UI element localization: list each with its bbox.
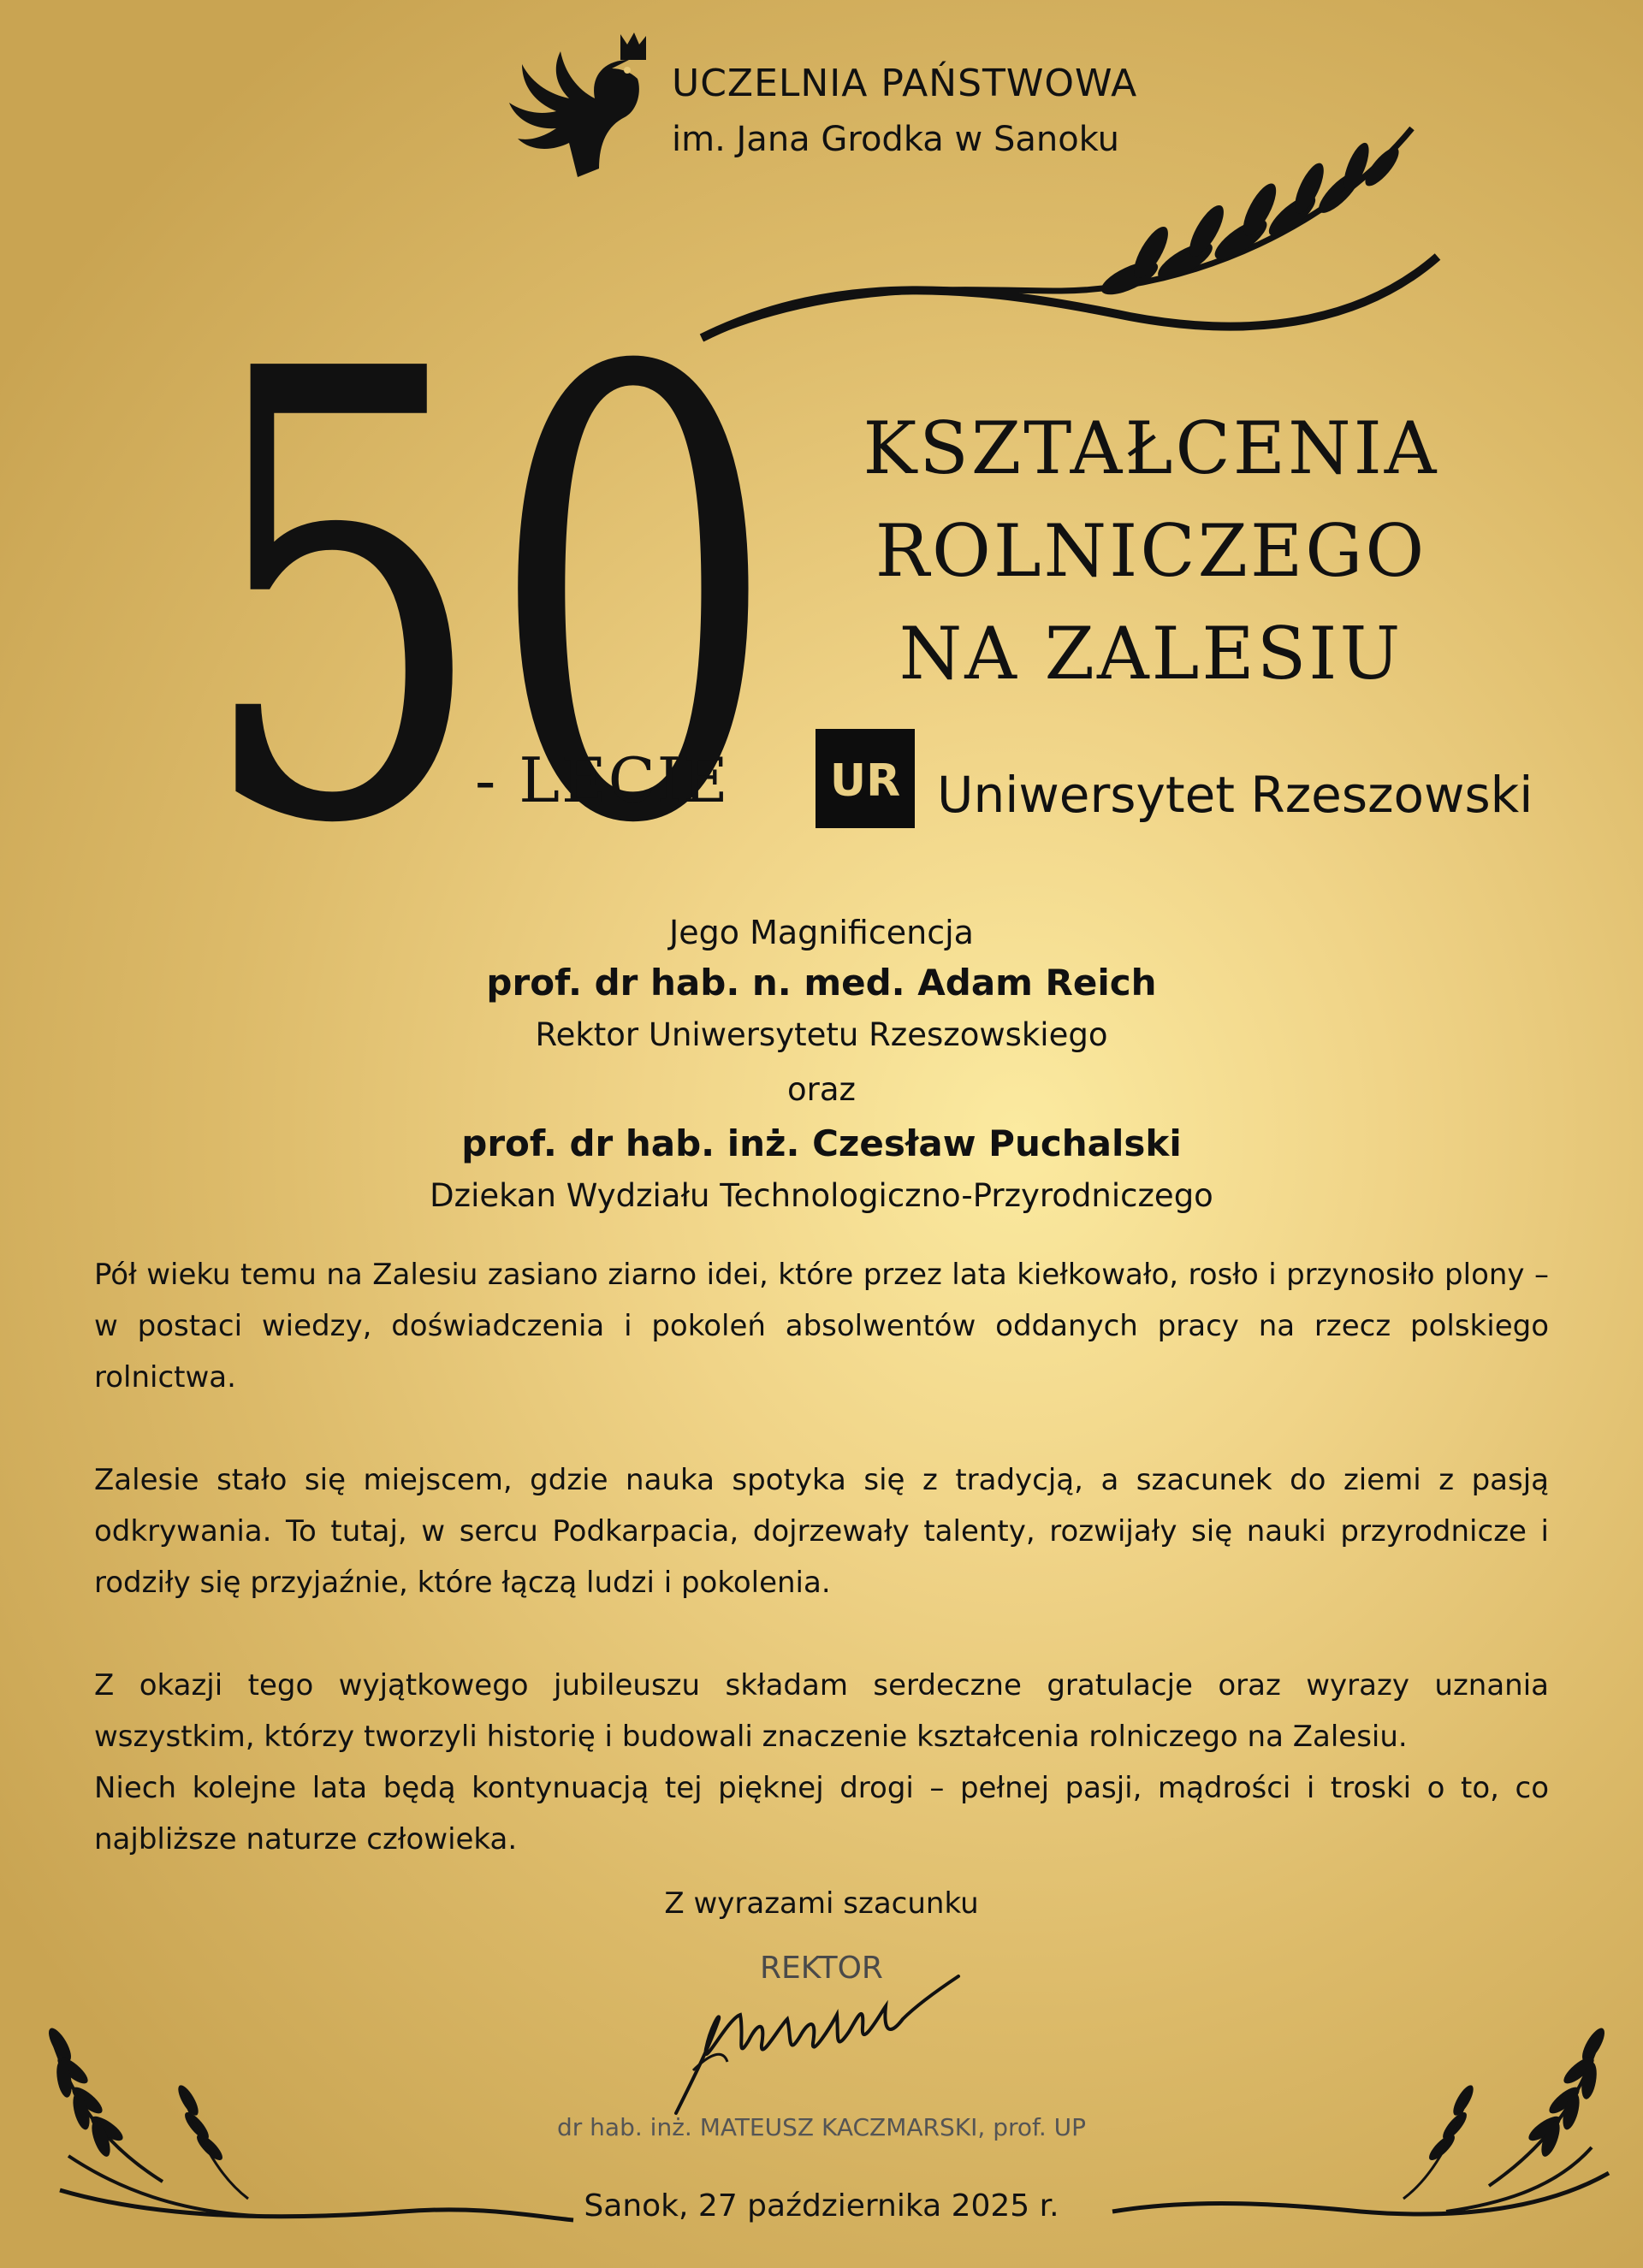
- wheat-ornament-right-icon: [1104, 2019, 1617, 2233]
- conjunction: oraz: [787, 1071, 856, 1108]
- closing-regards: Z wyrazami szacunku: [664, 1886, 979, 1921]
- addressee-1-name: prof. dr hab. n. med. Adam Reich: [486, 962, 1157, 1004]
- jubilee-suffix: - LECIE: [475, 744, 730, 816]
- paragraph-2: Zalesie stało się miejscem, gdzie nauka spotyka się z tradycją, a szacunek do ziemi z pasją odkrywania. To tutaj, w sercu Podkarpacia, dojrzewały talenty, rozwijały się nauki przyrodnicze i rodziły się przyjaźnie, które łączą ludzi i pokolenia.: [94, 1463, 1549, 1600]
- addressee-1-role: Rektor Uniwersytetu Rzeszowskiego: [535, 1016, 1108, 1053]
- addressee-2-name: prof. dr hab. inż. Czesław Puchalski: [461, 1122, 1182, 1164]
- institution-subtitle: im. Jana Grodka w Sanoku: [672, 120, 1119, 159]
- paragraph-3: Z okazji tego wyjątkowego jubileuszu składam serdeczne gratulacje oraz wyrazy uznania wszystkim, którzy tworzyli historię i budowali znaczenie kształcenia rolniczego na Zalesiu.: [94, 1668, 1549, 1754]
- salutation: Jego Magnificencja: [669, 914, 974, 951]
- handwritten-signature: [659, 1968, 984, 2122]
- paragraph-1: Pół wieku temu na Zalesiu zasiano ziarno idei, które przez lata kiełkowało, rosło i przynosiło plony – w postaci wiedzy, doświadczenia i pokoleń absolwentów oddanych pracy na rzecz polskiego rolnictwa.: [94, 1258, 1549, 1395]
- wheat-stalk-icon: [685, 120, 1455, 359]
- wheat-ornament-left-icon: [34, 2019, 582, 2233]
- partner-university-name: Uniwersytet Rzeszowski: [937, 766, 1533, 824]
- place-and-date: Sanok, 27 października 2025 r.: [584, 2188, 1059, 2224]
- svg-text:UR: UR: [829, 755, 901, 807]
- institution-name: UCZELNIA PAŃSTWOWA: [672, 62, 1138, 105]
- jubilee-title-line-3: NA ZALESIU: [899, 612, 1403, 696]
- svg-text:50: 50: [197, 299, 779, 864]
- signer-name: dr hab. inż. MATEUSZ KACZMARSKI, prof. UP: [557, 2113, 1086, 2141]
- ur-logo-icon: [816, 729, 915, 828]
- paragraph-4: Niech kolejne lata będą kontynuacją tej pięknej drogi – pełnej pasji, mądrości i troski o to, co najbliższe naturze człowieka.: [94, 1771, 1549, 1856]
- signer-title: REKTOR: [760, 1951, 883, 1986]
- jubilee-title-line-1: KSZTAŁCENIA: [863, 406, 1439, 490]
- jubilee-title-line-2: ROLNICZEGO: [875, 509, 1427, 593]
- addressee-2-role: Dziekan Wydziału Technologiczno-Przyrodniczego: [430, 1177, 1213, 1214]
- eagle-emblem-icon: [501, 26, 655, 180]
